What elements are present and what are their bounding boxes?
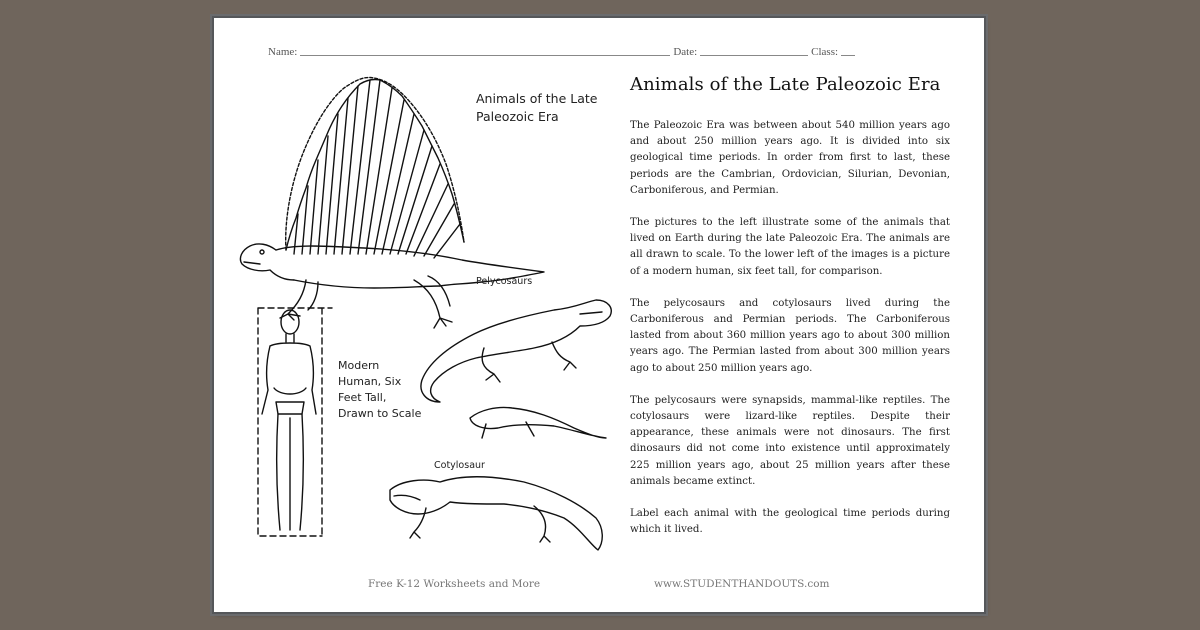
page-title: Animals of the Late Paleozoic Era xyxy=(630,74,941,95)
paragraph-instructions: Label each animal with the geological time periods during which it lived. xyxy=(630,508,950,536)
class-blank-line xyxy=(841,54,855,56)
paragraph-pictures: The pictures to the left illustrate some of the animals that lived on Earth during the late Paleozoic Era. The animals are all drawn to scale. To the lower left of the images is a picture of a modern human, six feet tall, for comparison. xyxy=(630,217,950,277)
date-blank-line xyxy=(700,54,808,56)
cotylosaur-label: Cotylosaur xyxy=(434,460,485,471)
name-label: Name: xyxy=(268,46,298,58)
illustration-title xyxy=(476,90,616,126)
illustration-title-line1: Animals of the Late xyxy=(476,91,598,106)
pelycosaur-lizard-drawing xyxy=(421,300,611,402)
modern-human-drawing xyxy=(258,308,332,536)
date-label: Date: xyxy=(673,46,698,58)
footer-left-text: Free K-12 Worksheets and More xyxy=(368,578,541,590)
cotylosaur-drawing xyxy=(390,477,602,550)
human-label-line3: Feet Tall, xyxy=(338,391,387,404)
human-label-line2: Human, Six xyxy=(338,375,402,388)
human-label-line1: Modern xyxy=(338,359,380,372)
human-label-line4: Drawn to Scale xyxy=(338,407,422,420)
human-label xyxy=(338,358,421,422)
worksheet-page xyxy=(214,18,984,612)
paragraph-paleozoic-overview: The Paleozoic Era was between about 540 million years ago and about 250 million years ago. It is divided into six geological time periods. In order from first to last, these periods are the Cambrian, Ordovician, Silurian, Devonian, Carboniferous, and Permian. xyxy=(630,120,950,196)
footer-website-link[interactable]: www.STUDENTHANDOUTS.com xyxy=(654,578,830,590)
paragraph-periods: The pelycosaurs and cotylosaurs lived during the Carboniferous and Permian periods. The Carboniferous lasted from about 360 million years ago to about 300 million years ago. The Permian lasted from about 300 million years ago to about 250 million years ago. xyxy=(630,297,950,374)
illustration-title-line2: Paleozoic Era xyxy=(476,109,559,124)
small-reptile-drawing xyxy=(470,407,606,438)
pelycosaurs-label: Pelycosaurs xyxy=(476,276,533,287)
paragraph-reptiles: The pelycosaurs were synapsids, mammal-like reptiles. The cotylosaurs were lizard-like reptiles. Despite their appearance, these animals were not dinosaurs. The first dinosaurs did not come into existence until approximately 225 million years ago, about 25 million years after these animals became extinct. xyxy=(630,394,950,487)
article-body xyxy=(630,118,950,554)
class-label: Class: xyxy=(811,46,839,58)
